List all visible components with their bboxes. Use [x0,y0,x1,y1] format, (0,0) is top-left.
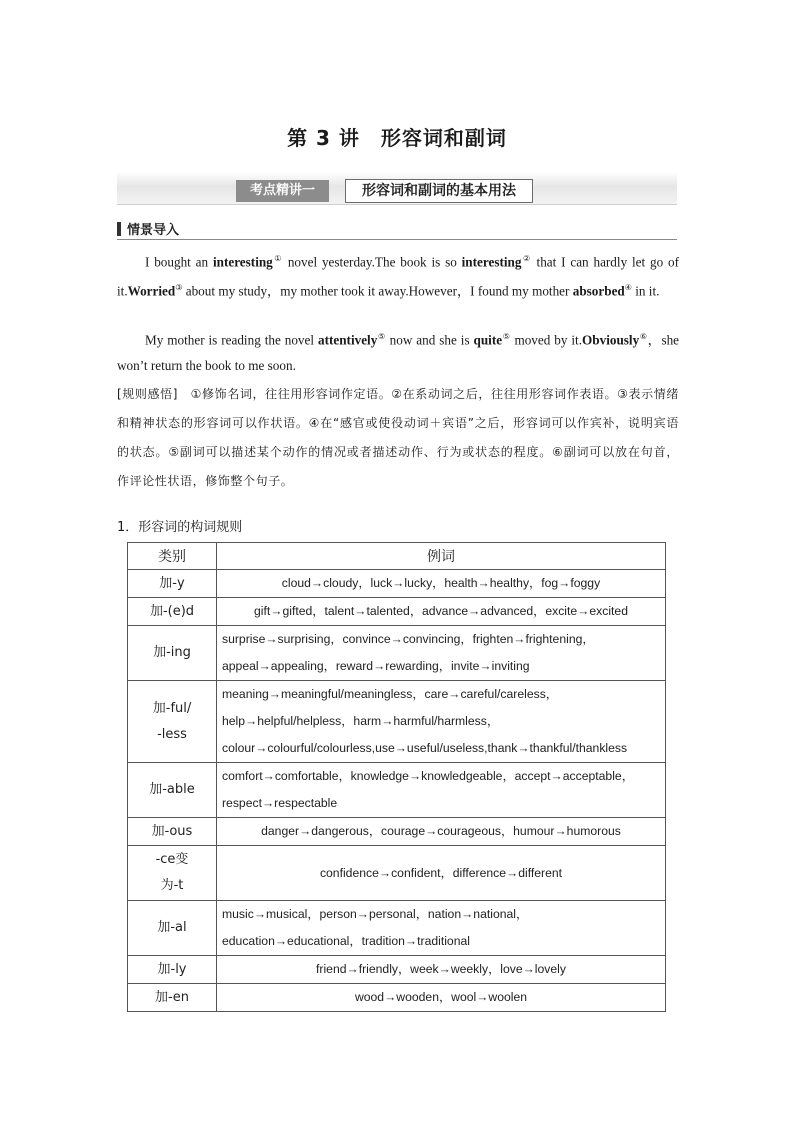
category-text: 加-able [149,782,195,797]
category-cell [128,570,217,598]
keyword-attentively: attentively [317,332,378,348]
examples-cell [217,763,666,818]
example-line: gift→gifted，talent→talented，advance→advanced，excite→excited [254,604,628,618]
category-text: 加-al [157,920,187,935]
category-cell [128,956,217,984]
section-name: 形容词和副词的基本用法 [345,179,533,203]
table-header-row [128,543,666,570]
example-line: comfort→comfortable，knowledge→knowledgeable，accept→acceptable， [222,769,634,783]
section-tag: 考点精讲一 [236,180,329,202]
table-row [128,956,666,984]
examples-cell [217,846,666,901]
category-cell [128,681,217,763]
example-line: cloud→cloudy，luck→lucky，health→healthy，fog→foggy [281,576,601,590]
table-row [128,570,666,598]
example-line: wood→wooden，wool→woolen [354,990,528,1004]
example-paragraph-2: My mother is reading the novel attentively⑤ now and she is quite⑤ moved by it.Obviously⑥，she won’t return the book to me soon. [117,332,680,374]
examples-cell [217,570,666,598]
table-row [128,846,666,901]
category-text: 加-ly [157,961,187,977]
category-text: 加-y [159,575,185,591]
category-text: 加-ous [151,823,193,839]
keyword-worried: Worried [127,283,176,299]
category-cell [128,626,217,681]
examples-cell [217,956,666,984]
table-row [128,626,666,681]
category-text: 为-t [160,878,184,893]
header-category: 类别 [128,543,217,570]
keyword-interesting-2: interesting [461,254,522,270]
section1-heading: 1．形容词的构词规则 [117,520,243,535]
header-examples: 例词 [217,543,666,570]
category-cell [128,598,217,626]
table-row [128,984,666,1012]
category-text: 加-(e)d [149,603,195,619]
category-cell [128,846,217,901]
word-formation-table [127,542,666,1012]
intro-heading: 情景导入 [127,223,180,238]
table-row [128,681,666,763]
examples-cell [217,626,666,681]
table-row [128,901,666,956]
example-line: help→helpful/helpless，harm→harmful/harmless， [222,714,500,728]
example-line: colour→colourful/colourless,use→useful/useless,thank→thankful/thankless [222,741,628,755]
example-line: appeal→appealing，reward→rewarding，invite→inviting [222,659,530,673]
category-text: 加-ing [153,645,191,660]
category-text: 加-ful/ [152,700,192,716]
category-cell [128,984,217,1012]
example-line: confidence→confident，difference→different [319,865,563,880]
keyword-interesting-1: interesting [212,254,273,270]
keyword-obviously: Obviously [582,332,640,348]
example-line: respect→respectable [222,796,338,810]
table-row [128,763,666,818]
examples-cell [217,681,666,763]
category-text: 加-en [155,989,189,1005]
example-line: meaning→meaningful/meaningless，care→careful/careless， [222,687,558,701]
example-line: music→musical，person→personal，nation→national， [222,907,529,921]
intro-heading-bar [117,219,677,240]
category-cell [128,818,217,846]
rule-insight: [规则感悟] ①修饰名词，往往用形容词作定语。②在系动词之后，往往用形容词作表语。③表示情绪和精神状态的形容词可以作状语。④在“感官或使役动词＋宾语”之后，形容词可以作宾补，说明宾语的状态。⑤副词可以描述某个动作的情况或者描述动作、行为或状态的程度。⑥副词可以放在句首，作评论性状语，修饰整个句子。 [117,387,679,488]
examples-cell [217,984,666,1012]
category-text: -less [157,726,187,742]
heading-marker-icon [117,222,121,236]
example-line: education→educational，tradition→traditional [222,934,470,948]
keyword-quite: quite [473,332,503,348]
page-title: 第 3 讲 形容词和副词 [287,126,507,150]
examples-cell [217,901,666,956]
category-text: -ce变 [155,852,189,867]
table-row [128,818,666,846]
table-row [128,598,666,626]
example-paragraph-1: I bought an interesting① novel yesterday.The book is so interesting② that I can hardly let go of it.Worried③ about my study，my mother took it away.However，I found my mother absorbed④ in it. [117,254,679,299]
examples-cell [217,818,666,846]
example-line: friend→friendly，week→weekly，love→lovely [316,962,566,976]
keyword-absorbed: absorbed [572,283,625,299]
category-cell [128,901,217,956]
example-line: surprise→surprising，convince→convincing，frighten→frightening， [222,632,595,646]
category-cell [128,763,217,818]
example-line: danger→dangerous，courage→courageous，humour→humorous [261,824,621,838]
examples-cell [217,598,666,626]
